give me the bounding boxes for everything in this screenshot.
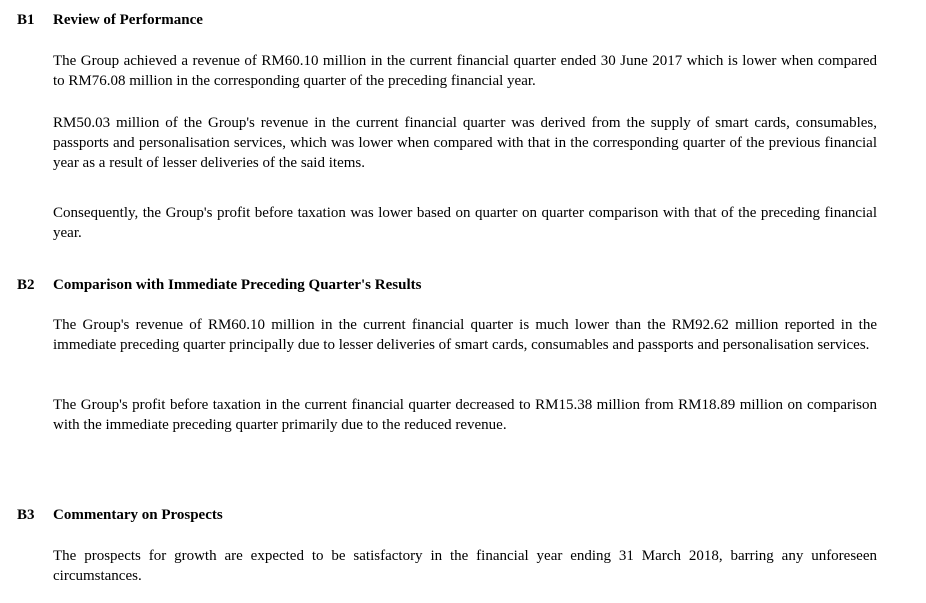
paragraph-b1-1: The Group achieved a revenue of RM60.10 million in the current financial quarter ended 30 June 2017 which is lower when compared to RM76.08 million in the corresponding quarter of the preceding financial year. bbox=[53, 53, 877, 89]
paragraph-b3-1: The prospects for growth are expected to be satisfactory in the financial year ending 31 March 2018, barring any unforeseen circumstances. bbox=[53, 548, 877, 584]
section-heading-b1: Review of Performance bbox=[53, 12, 203, 28]
paragraph-b1-3: Consequently, the Group's profit before taxation was lower based on quarter on quarter comparison with that of the preceding financial year. bbox=[53, 205, 877, 241]
paragraph-b1-2: RM50.03 million of the Group's revenue in the current financial quarter was derived from the supply of smart cards, consumables, passports and personalisation services, which was lower when compared with that in the corresponding quarter of the previous financial year as a result of lesser deliveries of the said items. bbox=[53, 115, 877, 171]
section-number-b2: B2 bbox=[17, 277, 35, 293]
paragraph-b2-2: The Group's profit before taxation in the current financial quarter decreased to RM15.38 million from RM18.89 million on comparison with the immediate preceding quarter primarily due to the reduced revenue. bbox=[53, 397, 877, 433]
section-number-b3: B3 bbox=[17, 507, 35, 523]
section-heading-b2: Comparison with Immediate Preceding Quarter's Results bbox=[53, 277, 422, 293]
section-heading-b3: Commentary on Prospects bbox=[53, 507, 223, 523]
paragraph-b2-1: The Group's revenue of RM60.10 million in the current financial quarter is much lower than the RM92.62 million reported in the immediate preceding quarter principally due to lesser deliveries of smart cards, consumables and passports and personalisation services. bbox=[53, 317, 877, 353]
section-number-b1: B1 bbox=[17, 12, 35, 28]
